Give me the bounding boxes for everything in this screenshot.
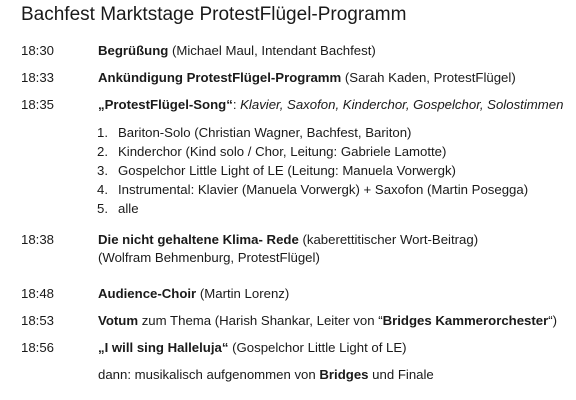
program-time: 18:35	[21, 97, 55, 112]
program-item-detail: zum Thema (Harish Shankar, Leiter von “	[138, 313, 383, 328]
program-time: 18:56	[21, 340, 55, 355]
program-time: 18:38	[21, 232, 55, 247]
program-item-title: Ankündigung ProtestFlügel-Programm	[98, 70, 342, 85]
program-time: 18:30	[21, 43, 55, 58]
program-item-detail-line2: (Wolfram Behmenburg, ProtestFlügel)	[98, 250, 320, 265]
finale-line	[98, 366, 434, 384]
program-item-instruments: Klavier, Saxofon, Kinderchor, Gospelchor, Solostimmen	[240, 97, 564, 112]
program-item-orchestra: Bridges Kammerorchester	[382, 313, 549, 328]
list-item	[0, 200, 576, 218]
list-item-text: alle	[118, 201, 139, 216]
list-item	[0, 181, 576, 199]
list-item-number: 1.	[97, 125, 108, 140]
program-description	[98, 339, 407, 357]
program-description	[98, 231, 478, 249]
program-description	[98, 285, 289, 303]
program-row-halleluja	[0, 339, 576, 357]
finale-prefix: dann: musikalisch aufgenommen von	[98, 367, 320, 382]
program-row-begruessung	[0, 42, 576, 60]
program-description	[98, 312, 557, 330]
list-item-text: Instrumental: Klavier (Manuela Vorwergk) + Saxofon (Martin Posegga)	[118, 182, 529, 197]
program-item-title: Audience-Choir	[98, 286, 197, 301]
program-description	[98, 96, 563, 114]
list-item-number: 5.	[97, 201, 108, 216]
program-row-audience-choir	[0, 285, 576, 303]
list-item-number: 3.	[97, 163, 108, 178]
program-time: 18:48	[21, 286, 55, 301]
program-item-detail: (Martin Lorenz)	[196, 286, 290, 301]
list-item-text: Kinderchor (Kind solo / Chor, Leitung: Gabriele Lamotte)	[118, 144, 447, 159]
program-row-ankuendigung	[0, 69, 576, 87]
program-item-title: „ProtestFlügel-Song“	[98, 97, 233, 112]
program-item-title: Die nicht gehaltene Klima- Rede	[98, 232, 299, 247]
program-item-detail: (Michael Maul, Intendant Bachfest)	[168, 43, 376, 58]
program-row-votum	[0, 312, 576, 330]
finale-bridges: Bridges	[319, 367, 369, 382]
program-time: 18:53	[21, 313, 55, 328]
list-item-text: Gospelchor Little Light of LE (Leitung: Manuela Vorwergk)	[118, 163, 456, 178]
program-item-detail: (Gospelchor Little Light of LE)	[228, 340, 407, 355]
page-title: Bachfest Marktstage ProtestFlügel-Programm	[21, 4, 407, 25]
program-description	[98, 69, 516, 87]
program-time: 18:33	[21, 70, 55, 85]
finale-suffix: und Finale	[368, 367, 434, 382]
program-item-title: Begrüßung	[98, 43, 169, 58]
program-item-detail: (Sarah Kaden, ProtestFlügel)	[341, 70, 516, 85]
program-row-song	[0, 96, 576, 114]
program-item-detail: (kaberettitischer Wort-Beitrag)	[298, 232, 479, 247]
list-item-number: 4.	[97, 182, 108, 197]
list-item-text: Bariton-Solo (Christian Wagner, Bachfest, Bariton)	[118, 125, 412, 140]
list-item	[0, 143, 576, 161]
program-item-title: Votum	[98, 313, 139, 328]
program-item-title: „I will sing Halleluja“	[98, 340, 229, 355]
program-description	[98, 42, 376, 60]
list-item	[0, 162, 576, 180]
list-item-number: 2.	[97, 144, 108, 159]
list-item	[0, 124, 576, 142]
program-item-separator: :	[232, 97, 241, 112]
program-row-klima-rede	[0, 231, 576, 249]
program-item-detail-end: “)	[548, 313, 558, 328]
